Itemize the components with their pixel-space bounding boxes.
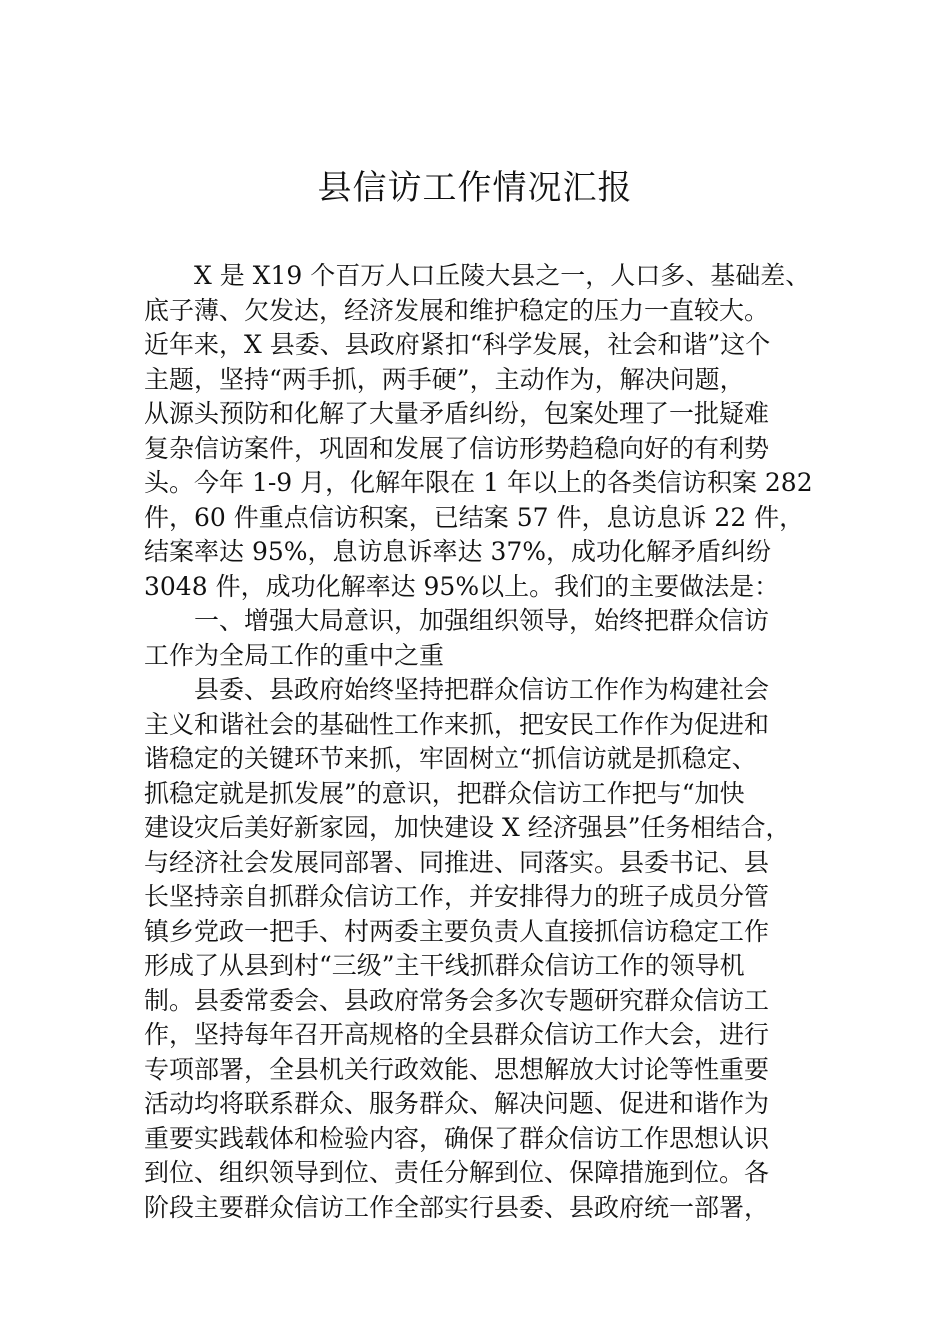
- text-line: 从源头预防和化解了大量矛盾纠纷，包案处理了一批疑难: [144, 399, 770, 428]
- text-line: 长坚持亲自抓群众信访工作，并安排得力的班子成员分管: [144, 882, 770, 911]
- text-line: 制。县委常委会、县政府常务会多次专题研究群众信访工: [144, 985, 770, 1015]
- text-line: 与经济社会发展同部署、同推进、同落实。县委书记、县: [144, 847, 770, 877]
- text-line: 头。今年 1-9 月，化解年限在 1 年以上的各类信访积案 282: [144, 468, 813, 497]
- text-line: 形成了从县到村“三级”主干线抓群众信访工作的领导机: [144, 951, 745, 980]
- text-line: 专项部署，全县机关行政效能、思想解放大讨论等性重要: [144, 1054, 770, 1084]
- text-line: 镇乡党政一把手、村两委主要负责人直接抓信访稳定工作: [144, 916, 770, 946]
- text-line: 3048 件，成功化解率达 95%以上。我们的主要做法是：: [144, 571, 780, 601]
- text-line: 活动均将联系群众、服务群众、解决问题、促进和谐作为: [144, 1089, 770, 1118]
- text-line: 阶段主要群众信访工作全部实行县委、县政府统一部署，: [144, 1192, 770, 1222]
- document-body: [144, 259, 844, 1225]
- text-line: 工作为全局工作的重中之重: [144, 640, 445, 670]
- text-line: 县委、县政府始终坚持把群众信访工作作为构建社会: [194, 675, 770, 704]
- document-title: 县信访工作情况汇报: [317, 168, 633, 208]
- text-line: 到位、组织领导到位、责任分解到位、保障措施到位。各: [144, 1158, 770, 1187]
- text-line: 抓稳定就是抓发展”的意识，把群众信访工作把与“加快: [144, 778, 745, 808]
- text-line: 底子薄、欠发达，经济发展和维护稳定的压力一直较大。: [144, 295, 770, 325]
- text-line: 近年来，X 县委、县政府紧扣“科学发展，社会和谐”这个: [144, 330, 771, 359]
- text-line: 建设灾后美好新家园，加快建设 X 经济强县”任务相结合，: [144, 813, 791, 842]
- text-line: 一、增强大局意识，加强组织领导，始终把群众信访: [194, 606, 770, 635]
- text-line: 主题，坚持“两手抓，两手硬”，主动作为，解决问题，: [144, 364, 745, 394]
- text-line: 复杂信访案件，巩固和发展了信访形势趋稳向好的有利势: [144, 433, 770, 463]
- text-line: 结案率达 95%，息访息诉率达 37%，成功化解矛盾纠纷: [144, 537, 772, 566]
- text-line: 作，坚持每年召开高规格的全县群众信访工作大会，进行: [144, 1020, 770, 1049]
- text-line: 件，60 件重点信访积案，已结案 57 件，息访息诉 22 件，: [144, 502, 805, 532]
- text-line: 重要实践载体和检验内容，确保了群众信访工作思想认识: [144, 1123, 770, 1153]
- text-line: X 是 X19 个百万人口丘陵大县之一，人口多、基础差、: [194, 261, 811, 290]
- text-line: 谐稳定的关键环节来抓，牢固树立“抓信访就是抓稳定、: [144, 744, 757, 773]
- text-line: 主义和谐社会的基础性工作来抓，把安民工作作为促进和: [144, 709, 770, 739]
